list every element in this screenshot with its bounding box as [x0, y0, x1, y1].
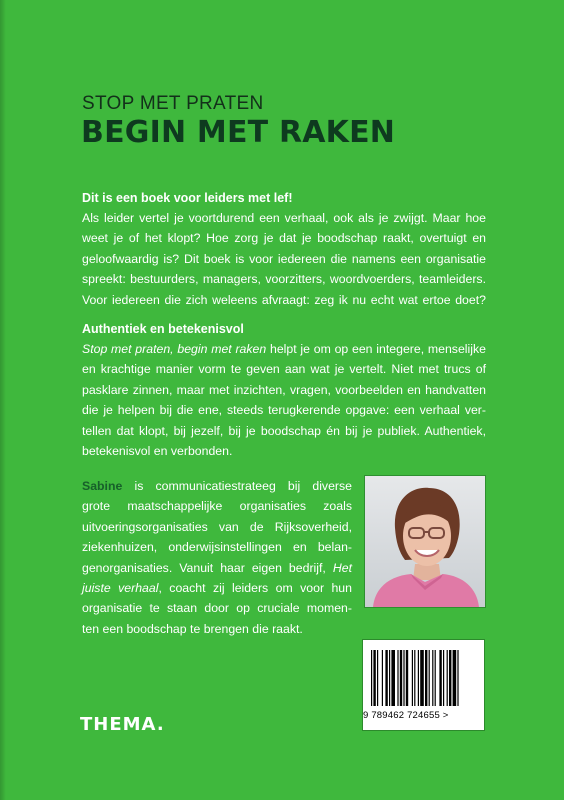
intro-line: weet je of het klopt? Hoe zorg je dat je boodschap raakt, overtuigt en — [82, 231, 486, 246]
barcode-bar — [432, 650, 433, 706]
barcode-bar — [385, 650, 387, 706]
section-line — [82, 339, 486, 359]
barcode-bar — [377, 650, 378, 706]
barcode-bar — [443, 650, 444, 706]
isbn-barcode — [363, 640, 484, 730]
publisher-logo — [80, 714, 165, 735]
barcode-bar — [389, 650, 390, 706]
author-name: Sabine — [82, 479, 123, 493]
author-line: uitvoeringsorganisaties van de Rijksoverheid, — [82, 519, 352, 534]
author-line — [82, 558, 352, 578]
barcode-bar — [406, 650, 408, 706]
barcode-bar — [403, 650, 404, 706]
barcode-bar — [400, 650, 402, 706]
barcode-bar — [397, 650, 398, 706]
section-line: en krachtige manier vorm te geven aan wat je vertelt. Niet met trucs of — [82, 362, 486, 377]
section-heading: Authentiek en betekenisvol — [82, 322, 244, 336]
barcode-bar — [447, 650, 448, 706]
publisher-name: THEMA — [80, 714, 157, 735]
author-bio — [82, 476, 352, 639]
spine-shadow — [0, 0, 6, 800]
publisher-dot: . — [156, 714, 165, 735]
barcode-bar — [439, 650, 441, 706]
barcode-bar — [420, 650, 424, 706]
section-line: tellen dat klopt, bij jezelf, bij je boodschap én bij je publiek. Authentiek, — [82, 423, 486, 438]
author-line: organisatie te staan door op cruciale momen- — [82, 601, 352, 616]
barcode-bar — [382, 650, 383, 706]
barcode-bar — [412, 650, 413, 706]
barcode-bar — [449, 650, 451, 706]
barcode-icon — [363, 640, 484, 710]
barcode-bar — [435, 650, 436, 706]
title-line-1: STOP MET PRATEN — [82, 93, 264, 114]
author-line-rest: is communicatiestrateeg bij diverse — [122, 479, 352, 493]
author-line-start: genorganisaties. Vanuit haar eigen bedrijf, — [82, 560, 333, 575]
section-line-rest: helpt je om op een integere, menselijke — [266, 342, 486, 356]
barcode-bar — [371, 650, 372, 706]
author-photo — [364, 475, 486, 608]
barcode-bar — [373, 650, 375, 706]
author-line — [82, 476, 352, 496]
intro-paragraph — [82, 208, 486, 310]
barcode-bar — [453, 650, 457, 706]
author-photo-icon — [365, 476, 485, 607]
intro-line: Voor iedereen die zich weleens afvraagt: zeg ik nu echt wat ertoe doet? — [82, 292, 486, 307]
author-line — [82, 578, 352, 598]
company-name-italic: juiste verhaal — [82, 581, 159, 596]
barcode-bar — [457, 650, 458, 706]
barcode-bar — [425, 650, 427, 706]
author-line-rest: , coacht zij leiders om voor hun — [158, 581, 352, 596]
company-name-italic: Het — [332, 560, 352, 575]
intro-line: geloofwaardig is? Dit boek is voor iedereen die namens een organisatie — [82, 251, 486, 266]
intro-heading: Dit is een boek voor leiders met lef! — [82, 191, 293, 205]
barcode-bar — [414, 650, 415, 706]
intro-line: spreekt: bestuurders, managers, voorzitters, woordvoerders, teamleiders. — [82, 272, 486, 287]
section-line: betekenisvol en verbonden. — [82, 444, 233, 459]
author-line: ten een boodschap te brengen die raakt. — [82, 621, 303, 636]
isbn-digits: 9 789462 724655 > — [363, 710, 449, 721]
title-line-2: BEGIN MET RAKEN — [81, 115, 396, 150]
section-paragraph — [82, 339, 486, 461]
barcode-bar — [418, 650, 419, 706]
section-line: pasklare zinnen, maar met inzichten, vragen, voorbeelden en handvatten — [82, 382, 486, 397]
author-line: grote maatschappelijke organisaties zoals — [82, 499, 352, 514]
section-line: die je helpen bij die ene, steeds terugkerende opgave: een verhaal ver- — [82, 403, 486, 418]
barcode-bar — [429, 650, 430, 706]
intro-line: Als leider vertel je voortdurend een verhaal, ook als je zwijgt. Maar hoe — [82, 211, 486, 225]
author-line: ziekenhuizen, onderwijsinstellingen en belan- — [82, 540, 352, 555]
book-title-italic: Stop met praten, begin met raken — [82, 342, 267, 356]
barcode-bar — [391, 650, 395, 706]
